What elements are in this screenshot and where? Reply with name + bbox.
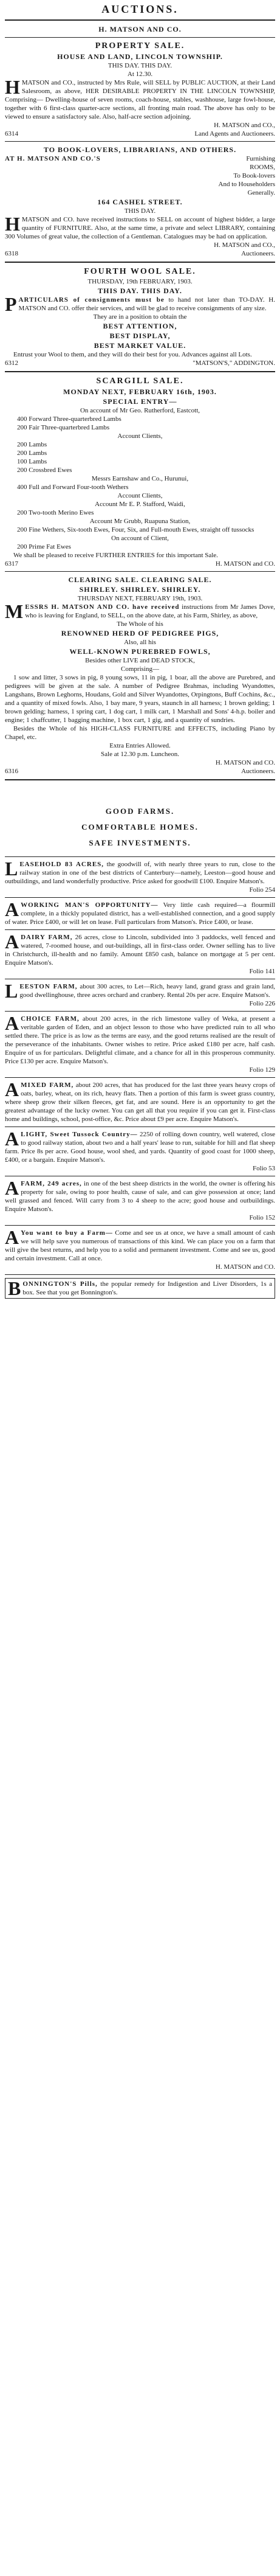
- shirley-sale-body: instructions from Mr James Dove, who is leaving for England, to SELL, on the above date, at his Farm, Shirley, as above,: [25, 603, 276, 619]
- pills-lead: ONNINGTON'S Pills,: [22, 1280, 98, 1288]
- stock-line: On account of Client,: [111, 535, 169, 542]
- listing-signature: H. MATSON and CO.: [215, 1263, 275, 1271]
- scargill-sale-entry-sub: On account of Mr Geo. Rutherford, Eastcott,: [80, 407, 200, 414]
- divider: [5, 929, 275, 930]
- divider: [5, 897, 275, 898]
- listing-lead: EASEHOLD 83 ACRES,: [19, 861, 104, 868]
- book-sale-body: MATSON and CO. have received instructions to SELL on account of highest bidder, a large quantity of FURNITURE. Also, at the same time, a private and select LIBRARY, containing 300 Volumes of great value, the collection of a Gentleman. Catalogues may be had on application.: [5, 216, 275, 240]
- listing-folio: Folio 129: [249, 1066, 275, 1074]
- divider: [5, 1274, 275, 1275]
- dropcap: L: [5, 980, 18, 1002]
- book-sale-ref: 6318: [5, 250, 18, 257]
- property-sale-body: MATSON and CO., instructed by Mrs Rule, will SELL by PUBLIC AUCTION, at their Land Salesroom, as above, HER DESIRABLE PROPERTY IN THE LINCOLN TOWNSHIP, Comprising— Dwelling-house of seven rooms, coach-house, stables, washhouse, large fowl-house, together with 6 first-class quarter-acre sections, all fronting main road. The above has only to be viewed to ensure a satisfactory sale. Also, half-acre section adjoining.: [5, 79, 275, 120]
- shirley-sale-body-lead: ESSRS H. MATSON AND CO. have received: [25, 603, 180, 611]
- dropcap: A: [5, 931, 19, 953]
- scargill-sale-signature: H. MATSON and CO.: [215, 560, 275, 568]
- shirley-sale-place: SHIRLEY. SHIRLEY. SHIRLEY.: [79, 585, 201, 594]
- listing-body: 26 acres, close to Lincoln, subdivided into 3 paddocks, well fenced and watered, 7-roomed house, and out-buildings, all in first-class order. Owner selling has to live in Christchurch, ill-health and no family. Amount £850 cash, balance on mortgage at 5 per cent. Enquire Matson's.: [5, 934, 276, 967]
- listing: [5, 898, 275, 926]
- shirley-sale-furniture: Besides the Whole of his HIGH-CLASS FURNITURE and EFFECTS, including Piano by Chapel, etc.: [5, 725, 275, 741]
- divider: [5, 262, 275, 263]
- listing: [5, 1078, 276, 1123]
- divider: [5, 37, 275, 38]
- dropcap: A: [5, 1226, 19, 1248]
- book-sale-signature: H. MATSON and CO.,: [214, 241, 275, 249]
- listing-folio: Folio 152: [249, 1214, 275, 1221]
- book-sale-notice: [5, 145, 275, 258]
- dropcap: A: [5, 1078, 19, 1100]
- pills-body: the popular remedy for Indigestion and Liver Disorders, 1s a box. See that you get Bonnington's.: [22, 1280, 272, 1296]
- dropcap: B: [8, 1277, 21, 1299]
- stock-line: Messrs Earnshaw and Co., Hurunui,: [91, 475, 189, 482]
- property-sale-time: At 12.30.: [127, 71, 153, 78]
- listing-lead: FARM, 249 acres,: [21, 1180, 82, 1187]
- good-farms-feature: [5, 806, 275, 1299]
- listing-body: about 200 acres, in the rich limestone valley of Weka, at present a veritable garden of Eden, and an object lesson to those who have predicted ruin to all who settled there. The price is as low as the terms are easy, and the good returns realised are the result of the perseverance of the inhabitants. Owner wishes to retire. Price asked £180 per acre, half cash. Enquire of us for particulars. Delightful climate, and a chance for all in this prosperous community. Price £130 per acre. Enquire Matson's.: [5, 1015, 276, 1065]
- auction-column: [5, 2, 275, 1299]
- listing: [5, 933, 275, 976]
- scargill-sale-ref: 6317: [5, 560, 18, 568]
- listing-lead: CHOICE FARM,: [21, 1015, 80, 1022]
- feature-title-farms: GOOD FARMS.: [105, 807, 175, 816]
- divider: [5, 1011, 275, 1012]
- dropcap: L: [5, 858, 18, 880]
- shirley-sale-comprising: Comprising—: [121, 665, 159, 673]
- divider: [5, 856, 275, 857]
- feature-title-homes: COMFORTABLE HOMES.: [81, 822, 199, 831]
- divider: [5, 571, 275, 572]
- stock-line: Account Clients,: [117, 492, 163, 499]
- wool-sale-closing: Entrust your Wool to them, and they will do their best for you. Advances against all Lots.: [13, 351, 252, 358]
- listing: [5, 1179, 275, 1222]
- stock-line: 200 Crossbred Ewes: [17, 467, 72, 474]
- dropcap: A: [5, 1128, 19, 1150]
- wool-sale-title: FOURTH WOOL SALE.: [84, 267, 196, 276]
- scargill-sale-date: MONDAY NEXT, FEBRUARY 16th, 1903.: [63, 387, 217, 396]
- listing: [5, 1226, 276, 1271]
- stock-line: 200 Prime Fat Ewes: [17, 543, 71, 550]
- wool-sale-ref: 6312: [5, 359, 18, 367]
- divider: [5, 141, 275, 142]
- book-sale-title: TO BOOK-LOVERS, LIBRARIANS, AND OTHERS.: [43, 145, 237, 154]
- property-sale-title: PROPERTY SALE.: [95, 41, 185, 50]
- stock-line: 200 Lambs: [17, 441, 47, 448]
- stock-line: Account Clients,: [117, 432, 163, 440]
- listing: [5, 1012, 276, 1074]
- stock-line: 100 Lambs: [17, 458, 47, 465]
- listing-lead: DAIRY FARM,: [21, 934, 73, 941]
- stock-line: 200 Fair Three-quarterbred Lambs: [17, 424, 110, 431]
- book-sale-address: 164 CASHEL STREET.: [97, 198, 183, 206]
- wool-sale-date: THURSDAY, 19th FEBRUARY, 1903.: [87, 278, 193, 285]
- shirley-sale-also: Also, all his: [124, 639, 156, 646]
- stock-line: 200 Fine Wethers, Six-tooth Ewes, Four, Six, and Full-mouth Ewes, straight off tussocks: [17, 526, 254, 533]
- book-sale-line5: Generally.: [247, 189, 275, 196]
- shirley-sale-besides: Besides other LIVE and DEAD STOCK,: [85, 657, 195, 664]
- listing-folio: Folio 53: [253, 1165, 275, 1172]
- book-sale-line4: And to Householders: [218, 181, 275, 188]
- book-sale-line2: ROOMS,: [250, 164, 275, 171]
- shirley-sale-signature: H. MATSON and CO.: [215, 759, 275, 766]
- book-sale-when: THIS DAY.: [124, 207, 156, 215]
- property-sale-when: THIS DAY. THIS DAY.: [108, 62, 172, 69]
- dropcap: A: [5, 1012, 19, 1034]
- stock-line: 400 Forward Three-quarterbred Lambs: [17, 415, 121, 423]
- property-sale-notice: [5, 41, 275, 138]
- property-sale-subtitle: HOUSE AND LAND, LINCOLN TOWNSHIP.: [57, 52, 223, 61]
- book-sale-line3: To Book-lovers: [233, 172, 275, 179]
- dropcap: A: [5, 898, 19, 920]
- firm-name: H. MATSON AND CO.: [98, 25, 182, 33]
- feature-title-investments: SAFE INVESTMENTS.: [89, 838, 191, 847]
- property-sale-signature: H. MATSON and CO.,: [214, 122, 275, 129]
- shirley-sale-whole: The Whole of his: [117, 620, 163, 628]
- dropcap: H: [5, 76, 20, 98]
- header-rule: [5, 19, 275, 21]
- shirley-sale-entries: Extra Entries Allowed.: [109, 742, 171, 749]
- listing-body: the goodwill of, with nearly three years to run, close to the railway station in one of the best districts of Canterbury—namely, Leeston—good house and outbuildings, and land wonderfully productive. Price asked for goodwill £100. Enquire Matson's.: [5, 861, 276, 885]
- divider: [5, 779, 275, 780]
- stock-line: 400 Full and Forward Four-tooth Wethers: [17, 484, 129, 491]
- listing-body: about 300 acres, to Let—Rich, heavy land, grand grass and grain land, good dwellinghouse, three acres orchard and cranbery. Rental 20s per acre. Enquire Matson's.: [19, 983, 276, 999]
- shirley-sale-details: 1 sow and litter, 3 sows in pig, 8 young sows, 11 in pig, 1 boar, all the above are Purebred, and pedigrees will be given at the sale. A number of Pedigree Brahmas, including Wyandottes, Langshans, Brown Leghorns, Houdans, Gold and Silver Wyandottes, Orpingtons, Buff Cochins, &c., and a quantity of mixed fowls. Also, 1 bay mare, 9 years, staunch in all harness; 1 brown gelding; 1 brown gelding; harness, 1 spring cart, 1 dog cart, 1 milk cart, 1 Marshall and Sons' 4-h.p. boiler and engine; 1 chaffcutter, 1 bagging machine, 1 box cart, 1 gig, and a quantity of sundries.: [5, 674, 275, 724]
- book-sale-line1-left: AT H. MATSON AND CO.'S: [5, 155, 101, 162]
- dropcap: A: [5, 1177, 19, 1199]
- wool-sale-promise-attention: BEST ATTENTION,: [103, 322, 177, 330]
- listing-folio: Folio 226: [249, 1000, 275, 1007]
- property-sale-ref: 6314: [5, 130, 18, 137]
- wool-sale-notice: [5, 266, 275, 367]
- wool-sale-promise-display: BEST DISPLAY,: [109, 332, 171, 340]
- listing-folio: Folio 254: [249, 886, 275, 894]
- listing-body: Very little cash required—a flourmill complete, in a thickly populated district, has a well-established connection, and a good supply of water. Price £400, or will let on lease. Full particulars from Matson's. Price £400, or lease.: [5, 901, 275, 926]
- wool-sale-promise-value: BEST MARKET VALUE.: [94, 341, 186, 350]
- shirley-sale-signature-role: Auctioneers.: [241, 768, 275, 775]
- listing-body: in one of the best sheep districts in the world, the owner is offering his property for sale, owing to poor health, cause of sale, and can give possession at once; land well grassed and fenced. Will carry from 3 to 4 sheep to the acre; good house and outbuildings. Enquire Matson's.: [5, 1180, 276, 1213]
- listing-lead: WORKING MAN'S OPPORTUNITY—: [21, 901, 159, 909]
- scargill-sale-closing: We shall be pleased to receive FURTHER ENTRIES for this important Sale.: [13, 552, 218, 559]
- divider: [5, 1077, 275, 1078]
- listing: [5, 1130, 275, 1173]
- shirley-sale-times: Sale at 12.30 p.m. Luncheon.: [101, 751, 179, 758]
- scargill-sale-entry: SPECIAL ENTRY—: [103, 397, 177, 406]
- pills-advert: [5, 1278, 275, 1299]
- wool-sale-promise-intro: They are in a position to obtain the: [93, 313, 187, 321]
- scargill-sale-title: SCARGILL SALE.: [96, 377, 184, 386]
- listing-body: Come and see us at once, we have a small amount of cash we will help save you numerous of transactions of this kind. We can place you on a farm that will give the best returns, and help you to a solid and permanent investment. Come and see us, good and certain investment. Call at once.: [5, 1229, 276, 1262]
- divider: [5, 1225, 275, 1226]
- stock-line: Account Mr E. P. Stafford, Waidi,: [95, 501, 185, 508]
- book-sale-line1-right: Furnishing: [246, 155, 275, 162]
- stock-line: 200 Two-tooth Merino Ewes: [17, 509, 94, 516]
- wool-sale-body-lead: ARTICULARS of consignments must be: [18, 296, 165, 304]
- shirley-sale-notice: [5, 575, 275, 776]
- wool-sale-when: THIS DAY. THIS DAY.: [98, 286, 182, 295]
- listing-body: 2250 of rolling down country, well watered, close to good railway station, about two and a half years' lease to run, suitable for hill and flat sheep farm. Price 8s per acre. Good house, wool shed, and yards. Quantity of good coast for 1000 sheep, £400, or a bargain. Enquire Matson's.: [5, 1131, 275, 1164]
- stock-line: Account Mr Grubb, Ruapuna Station,: [89, 518, 191, 525]
- wool-sale-body: to hand not later than TO-DAY. H. MATSON and CO. offer their services, and will be glad to receive consignments of any size.: [18, 296, 275, 312]
- dropcap: H: [5, 213, 20, 235]
- scargill-sale-notice: [5, 376, 275, 568]
- listing-lead: LIGHT, Sweet Tussock Country—: [21, 1131, 138, 1138]
- dropcap: M: [5, 600, 24, 622]
- shirley-sale-herd: RENOWNED HERD OF PEDIGREE PIGS,: [61, 629, 219, 637]
- listing-lead: You want to buy a Farm—: [21, 1229, 113, 1237]
- shirley-sale-fowls: WELL-KNOWN PUREBRED FOWLS,: [69, 647, 211, 656]
- listing-folio: Folio 141: [249, 968, 275, 975]
- listing-lead: EESTON FARM,: [19, 983, 78, 990]
- dropcap: P: [5, 293, 17, 315]
- shirley-sale-title: CLEARING SALE. CLEARING SALE.: [68, 575, 212, 584]
- divider: [5, 371, 275, 372]
- listing-lead: MIXED FARM,: [21, 1081, 74, 1089]
- listing: [5, 860, 275, 894]
- listing: [5, 982, 275, 1008]
- stock-line: 200 Lambs: [17, 450, 47, 457]
- scargill-stock-list: [5, 415, 275, 551]
- property-sale-signature-role: Land Agents and Auctioneers.: [194, 130, 275, 137]
- wool-sale-address: "MATSON'S," ADDINGTON.: [193, 359, 275, 367]
- listing-body: about 200 acres, that has produced for the last three years heavy crops of oats, barley, wheat, on its rich, heavy flats. Then a portion of this farm is sweet grass country, where sheep grow their silken fleeces, get fat, and are sound. Here is an opportunity to get the greatest advantage of the lucky owner. You can get all that you require if you can get it. First-class home and buildings, school, post-office, &c. Price about £9 per acre. Enquire Matson's.: [5, 1081, 276, 1123]
- shirley-sale-date: THURSDAY NEXT, FEBRUARY 19th, 1903.: [77, 595, 203, 602]
- auctions-header: AUCTIONS.: [101, 3, 179, 15]
- book-sale-signature-role: Auctioneers.: [241, 250, 275, 257]
- shirley-sale-ref: 6316: [5, 768, 18, 775]
